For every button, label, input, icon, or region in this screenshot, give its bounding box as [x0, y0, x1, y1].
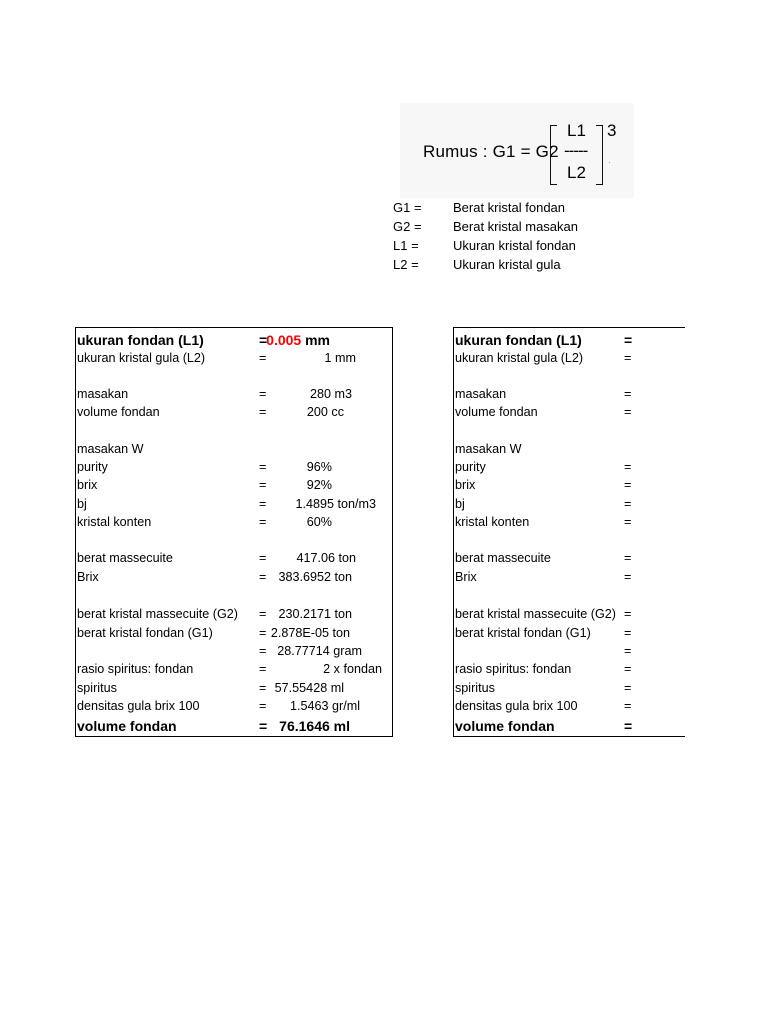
legend-symbol: G1 =	[393, 200, 422, 215]
row-equals: =	[624, 497, 632, 511]
row-label: Brix	[77, 570, 99, 584]
table-row	[454, 605, 685, 623]
row-equals: =	[259, 515, 267, 529]
row-value	[295, 497, 376, 511]
row-equals: =	[259, 405, 267, 419]
row-label: ukuran fondan (L1)	[455, 332, 582, 348]
row-value-number: 0.005	[266, 332, 302, 348]
row-equals: =	[259, 551, 267, 565]
row-equals: =	[624, 662, 632, 676]
legend-row	[393, 236, 693, 255]
table-row	[76, 660, 392, 678]
legend-row	[393, 198, 693, 217]
row-label: spiritus	[455, 681, 495, 695]
row-equals: =	[624, 332, 633, 348]
table-row	[454, 513, 685, 531]
legend-row	[393, 217, 693, 236]
row-label: berat kristal massecuite (G2)	[455, 607, 616, 621]
table-row	[454, 697, 685, 715]
row-label: masakan W	[455, 442, 522, 456]
table-row	[76, 458, 392, 476]
row-equals: =	[259, 570, 267, 584]
row-value	[278, 570, 352, 584]
row-label: berat kristal fondan (G1)	[77, 626, 213, 640]
row-equals: =	[259, 478, 267, 492]
table-row	[76, 697, 392, 715]
row-value-number: 1.5463 gr/ml	[289, 699, 360, 713]
row-label: rasio spiritus: fondan	[455, 662, 572, 676]
row-value	[310, 387, 352, 401]
left-bracket	[550, 125, 557, 185]
row-value	[307, 405, 344, 419]
row-label: Brix	[455, 570, 477, 584]
row-equals: =	[624, 626, 632, 640]
row-value	[266, 332, 330, 348]
row-value-number: 417.06 ton	[296, 551, 356, 565]
row-value	[323, 662, 382, 676]
row-value	[277, 644, 362, 658]
row-label: ukuran kristal gula (L2)	[77, 351, 206, 365]
calculation-table-right	[453, 327, 685, 737]
row-equals: =	[624, 644, 632, 658]
row-label: spiritus	[77, 681, 117, 695]
table-row	[76, 605, 392, 623]
row-label: brix	[455, 478, 476, 492]
row-equals: =	[259, 497, 267, 511]
formula-legend	[393, 198, 693, 274]
row-label: bj	[77, 497, 87, 511]
row-label: densitas gula brix 100	[455, 699, 578, 713]
row-equals: =	[259, 460, 267, 474]
legend-symbol: L1 =	[393, 238, 419, 253]
legend-symbol: G2 =	[393, 219, 422, 234]
row-value-number: 76.1646 ml	[279, 718, 350, 734]
row-label: volume fondan	[455, 405, 538, 419]
table-row	[76, 568, 392, 586]
row-label: masakan W	[77, 442, 144, 456]
table-row	[454, 679, 685, 697]
table-row	[76, 349, 392, 367]
row-value-number: 57.55428 ml	[274, 681, 344, 695]
table-row	[76, 330, 392, 348]
table-row	[76, 679, 392, 697]
row-value	[325, 351, 356, 365]
row-label: bj	[455, 497, 465, 511]
table-row	[454, 642, 685, 660]
row-value-number: 230.2171 ton	[278, 607, 352, 621]
row-label: berat massecuite	[77, 551, 173, 565]
row-label: ukuran kristal gula (L2)	[455, 351, 584, 365]
table-row	[454, 349, 685, 367]
table-row	[76, 476, 392, 494]
row-equals: =	[624, 351, 632, 365]
row-label: kristal konten	[455, 515, 530, 529]
row-equals: =	[624, 570, 632, 584]
table-row	[454, 440, 685, 458]
row-value	[279, 718, 350, 734]
row-equals: =	[624, 681, 632, 695]
legend-description: Berat kristal fondan	[453, 200, 566, 215]
table-row	[454, 660, 685, 678]
row-value-number: 28.77714 gram	[277, 644, 362, 658]
row-value	[296, 551, 356, 565]
table-row	[454, 403, 685, 421]
row-equals: =	[624, 607, 632, 621]
row-label: kristal konten	[77, 515, 152, 529]
table-row	[76, 495, 392, 513]
formula-exponent: 3	[607, 121, 617, 140]
row-value-number: 96%	[306, 460, 332, 474]
row-value	[275, 681, 344, 695]
row-label: volume fondan	[77, 718, 177, 734]
row-equals: =	[624, 551, 632, 565]
row-value-unit: mm	[301, 332, 330, 348]
table-row	[76, 642, 392, 660]
row-equals: =	[259, 351, 267, 365]
row-equals: =	[624, 460, 632, 474]
table-row	[76, 549, 392, 567]
row-equals: =	[624, 718, 633, 734]
formula-prefix: Rumus : G1 = G2	[423, 142, 559, 161]
row-value-number: 1.4895 ton/m3	[295, 497, 376, 511]
formula-mark: ․	[608, 155, 612, 165]
row-label: berat kristal fondan (G1)	[455, 626, 591, 640]
formula-numerator: L1	[567, 121, 586, 140]
row-label: masakan	[455, 387, 507, 401]
table-row	[454, 458, 685, 476]
row-equals: =	[259, 681, 267, 695]
row-label: masakan	[77, 387, 129, 401]
row-value-number: 2.878E-05 ton	[270, 626, 350, 640]
row-value	[290, 699, 360, 713]
formula-image	[400, 103, 634, 198]
row-label: volume fondan	[77, 405, 160, 419]
legend-row	[393, 255, 693, 274]
row-value-number: 383.6952 ton	[278, 570, 352, 584]
row-equals: =	[259, 644, 267, 658]
row-label: purity	[77, 460, 108, 474]
legend-description: Ukuran kristal gula	[453, 257, 561, 272]
row-value	[307, 460, 332, 474]
row-equals: =	[624, 387, 632, 401]
table-row	[76, 440, 392, 458]
table-row	[454, 624, 685, 642]
legend-description: Berat kristal masakan	[453, 219, 578, 234]
row-value-number: 2 x fondan	[323, 662, 382, 676]
table-row	[454, 385, 685, 403]
table-row	[76, 624, 392, 642]
legend-symbol: L2 =	[393, 257, 419, 272]
row-value	[307, 515, 332, 529]
row-value	[307, 478, 332, 492]
row-equals: =	[259, 626, 267, 640]
row-equals: =	[259, 607, 267, 621]
table-row	[454, 549, 685, 567]
row-label: brix	[77, 478, 98, 492]
legend-description: Ukuran kristal fondan	[453, 238, 576, 253]
table-row	[454, 476, 685, 494]
table-row	[76, 716, 392, 734]
table-row	[76, 513, 392, 531]
row-equals: =	[624, 478, 632, 492]
formula-divider: -----	[564, 141, 588, 160]
row-equals: =	[259, 699, 267, 713]
row-label: berat massecuite	[455, 551, 551, 565]
right-bracket	[596, 125, 603, 185]
row-equals: =	[259, 718, 268, 734]
row-equals: =	[624, 699, 632, 713]
table-row	[454, 716, 685, 734]
table-row	[454, 330, 685, 348]
row-value-number: 280 m3	[309, 387, 352, 401]
row-label: volume fondan	[455, 718, 555, 734]
row-label: berat kristal massecuite (G2)	[77, 607, 238, 621]
row-label: purity	[455, 460, 486, 474]
row-label: ukuran fondan (L1)	[77, 332, 204, 348]
table-row	[76, 403, 392, 421]
row-equals: =	[259, 332, 268, 348]
row-equals: =	[259, 662, 267, 676]
row-value-number: 200 cc	[306, 405, 344, 419]
row-equals: =	[624, 515, 632, 529]
table-row	[76, 385, 392, 403]
calculation-table-left	[75, 327, 393, 737]
table-row	[454, 495, 685, 513]
row-value	[271, 626, 350, 640]
row-label: rasio spiritus: fondan	[77, 662, 194, 676]
row-label: densitas gula brix 100	[77, 699, 200, 713]
row-value-number: 60%	[306, 515, 332, 529]
row-value-number: 1 mm	[324, 351, 356, 365]
row-value-number: 92%	[306, 478, 332, 492]
row-value	[278, 607, 352, 621]
row-equals: =	[624, 405, 632, 419]
formula-denominator: L2	[567, 163, 586, 182]
table-row	[454, 568, 685, 586]
row-equals: =	[259, 387, 267, 401]
